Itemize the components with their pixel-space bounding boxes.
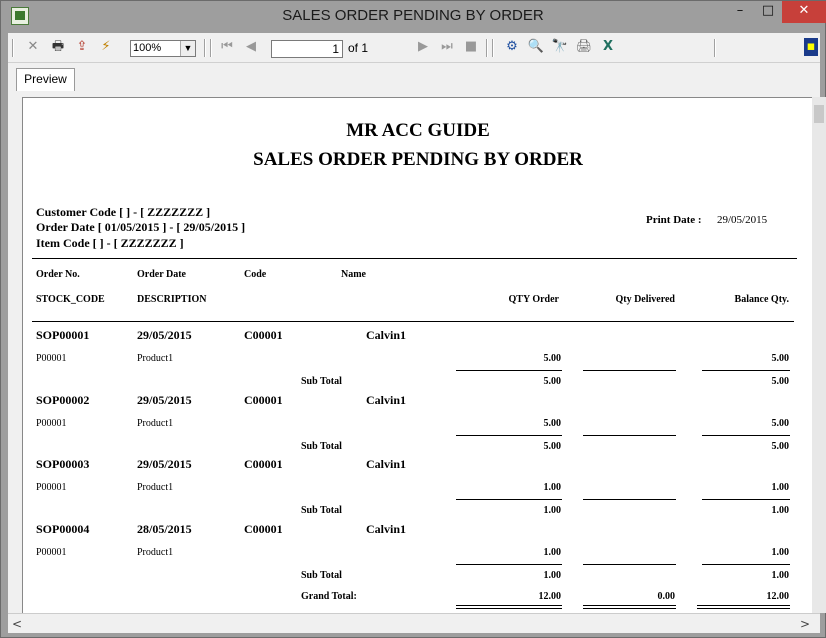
underline [702, 499, 790, 500]
title-bar [1, 1, 825, 33]
customer-code: C00001 [244, 457, 283, 471]
underline [456, 435, 562, 436]
qty-order: 5.00 [543, 353, 561, 364]
customer-name: Calvin1 [366, 392, 407, 407]
underline [583, 435, 676, 436]
subtotal-qty: 5.00 [543, 376, 561, 387]
toolbar [8, 33, 820, 63]
col-qty-delivered: Qty Delivered [615, 294, 675, 305]
customer-code: C00001 [244, 392, 283, 407]
stock-code: P00001 [36, 353, 67, 364]
grand-total-delivered: 0.00 [657, 591, 675, 602]
description: Product1 [137, 546, 174, 558]
col-code: Code [244, 269, 267, 280]
double-underline [456, 608, 562, 609]
subtotal-balance: 1.00 [771, 505, 789, 516]
underline [702, 370, 790, 371]
separator [486, 39, 488, 57]
separator [210, 39, 212, 57]
chevron-down-icon[interactable]: ▼ [180, 41, 195, 56]
underline [456, 370, 562, 371]
col-order-no: Order No. [36, 269, 80, 280]
qty-order: 5.00 [543, 417, 561, 429]
qty-order: 1.00 [543, 546, 561, 558]
col-qty-order: QTY Order [508, 294, 559, 305]
description: Product1 [137, 482, 174, 493]
next-page-icon[interactable]: ▶ [418, 39, 428, 54]
double-underline [583, 608, 676, 609]
subtotal-qty: 1.00 [543, 505, 561, 516]
maximize-button[interactable]: □ [761, 3, 775, 18]
order-date: 29/05/2015 [137, 328, 192, 342]
subtotal-balance: 5.00 [771, 440, 789, 452]
divider [32, 258, 797, 259]
separator [12, 39, 14, 57]
order-date: 29/05/2015 [137, 457, 192, 471]
underline [702, 564, 790, 565]
subtotal-label: Sub Total [301, 440, 342, 452]
close-report-icon[interactable]: ✕ [27, 39, 39, 54]
subtotal-label: Sub Total [301, 376, 342, 387]
subtotal-balance: 5.00 [771, 376, 789, 387]
vertical-scrollbar[interactable] [812, 97, 826, 613]
print-icon[interactable]: 🖶 [51, 39, 65, 54]
zoom-value: 100% [133, 42, 162, 54]
customer-name: Calvin1 [366, 521, 407, 536]
page-count: of 1 [348, 41, 369, 55]
scroll-right-icon[interactable]: > [800, 617, 811, 631]
print-date: 29/05/2015 [717, 214, 768, 226]
underline [456, 564, 562, 565]
subtotal-qty: 5.00 [543, 440, 561, 452]
separator [714, 39, 716, 57]
col-stock-code: STOCK_CODE [36, 294, 105, 305]
print-date-label: Print Date : [646, 214, 702, 226]
company-name: MR ACC GUIDE [346, 120, 490, 141]
double-underline [697, 608, 790, 609]
tab-preview[interactable]: Preview [16, 68, 75, 91]
grand-total-qty: 12.00 [538, 591, 561, 602]
customer-name: Calvin1 [366, 457, 407, 471]
stock-code: P00001 [36, 482, 67, 493]
horizontal-scrollbar[interactable] [8, 613, 820, 633]
zoom-select[interactable] [130, 40, 196, 57]
balance-qty: 5.00 [771, 353, 789, 364]
grand-total-label: Grand Total: [301, 591, 357, 602]
balance-qty: 1.00 [771, 482, 789, 493]
col-balance-qty: Balance Qty. [734, 294, 789, 305]
separator [204, 39, 206, 57]
app-logo-icon: ▪ [804, 38, 818, 56]
underline [702, 435, 790, 436]
underline [583, 499, 676, 500]
report-viewer [8, 91, 820, 613]
balance-qty: 1.00 [771, 546, 789, 558]
report-title: SALES ORDER PENDING BY ORDER [253, 149, 583, 170]
double-underline [583, 605, 676, 606]
stock-code: P00001 [36, 417, 67, 429]
stock-code: P00001 [36, 546, 67, 558]
underline [583, 370, 676, 371]
grand-total-balance: 12.00 [766, 591, 789, 602]
filter-customer: Customer Code [ ] - [ ZZZZZZZ ] [36, 205, 211, 219]
last-page-icon[interactable]: ⏭ [441, 39, 453, 54]
description: Product1 [137, 353, 174, 364]
scroll-left-icon[interactable]: < [12, 617, 23, 631]
first-page-icon[interactable]: ⏮ [221, 39, 233, 54]
group-tree-icon[interactable]: ⚙ [506, 39, 518, 54]
export-icon[interactable]: ⇪ [76, 39, 88, 54]
order-date: 29/05/2015 [137, 392, 192, 407]
window-title: SALES ORDER PENDING BY ORDER [282, 7, 544, 24]
close-button[interactable]: ✕ [782, 1, 826, 23]
order-no: SOP00004 [36, 521, 90, 536]
order-date: 28/05/2015 [137, 521, 192, 536]
subtotal-label: Sub Total [301, 569, 342, 581]
divider [32, 321, 794, 322]
scroll-thumb[interactable] [814, 105, 824, 123]
filter-order-date: Order Date [ 01/05/2015 ] - [ 29/05/2015 ] [36, 220, 246, 234]
find-icon[interactable]: 🔭 [551, 39, 569, 54]
minimize-button[interactable]: – [736, 3, 744, 18]
refresh-icon[interactable]: ⚡ [101, 39, 111, 54]
col-description: DESCRIPTION [137, 294, 207, 305]
tab-bar [8, 63, 820, 91]
subtotal-label: Sub Total [301, 505, 342, 516]
customer-code: C00001 [244, 521, 283, 536]
col-name: Name [341, 269, 366, 280]
prev-page-icon[interactable]: ◀ [246, 39, 256, 54]
customer-code: C00001 [244, 328, 283, 342]
order-no: SOP00003 [36, 457, 90, 471]
report-page [22, 97, 812, 613]
balance-qty: 5.00 [771, 417, 789, 429]
separator [492, 39, 494, 57]
double-underline [456, 605, 562, 606]
underline [583, 564, 676, 565]
double-underline [697, 605, 790, 606]
qty-order: 1.00 [543, 482, 561, 493]
underline [456, 499, 562, 500]
col-order-date: Order Date [137, 269, 186, 280]
print-setup-icon[interactable]: 🖨 [575, 39, 593, 54]
preview-icon[interactable]: 🔍 [527, 39, 545, 54]
stop-icon[interactable]: ■ [464, 39, 478, 54]
subtotal-balance: 1.00 [771, 569, 789, 581]
subtotal-qty: 1.00 [543, 569, 561, 581]
order-no: SOP00002 [36, 392, 90, 407]
description: Product1 [137, 417, 174, 429]
page-number-input[interactable]: 1 [271, 40, 343, 58]
excel-icon[interactable]: X [602, 39, 614, 54]
customer-name: Calvin1 [366, 328, 407, 342]
order-no: SOP00001 [36, 328, 90, 342]
filter-item-code: Item Code [ ] - [ ZZZZZZZ ] [36, 236, 184, 250]
